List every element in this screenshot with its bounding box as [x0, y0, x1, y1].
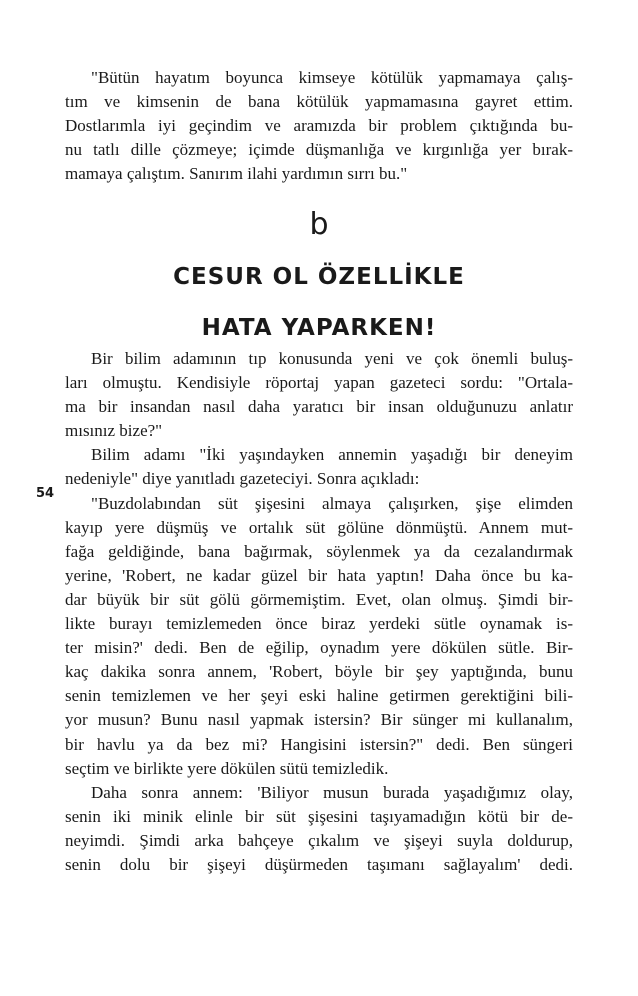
text-line: "Buzdolabından süt şişesini almaya çalışırken, şişe elimden: [91, 493, 573, 513]
text-line: Bilim adamı "İki yaşındayken annemin yaşadığı bir deneyim: [91, 445, 573, 465]
page-number: 54: [36, 486, 55, 501]
text-line: neyimdi. Şimdi arka bahçeye çıkalım ve şişeyi suyla doldurup,: [65, 830, 573, 850]
text-line: kayıp yere düşmüş ve ortalık süt gölüne dönmüştü. Annem mut-: [65, 517, 573, 537]
text-line: nu tatlı dille çözmeye; içimde düşmanlığa ve kırgınlığa yer bırak-: [65, 140, 573, 160]
text-line: yor musun? Bunu nasıl yapmak istersin? Bir sünger mi kullanalım,: [65, 710, 573, 730]
paragraph-2: [65, 443, 573, 491]
text-line: Daha sonra annem: 'Biliyor musun burada yaşadığımız olay,: [91, 782, 573, 802]
text-line: ma bir insandan nasıl daha yaratıcı bir insan olduğunuzu anlatır: [65, 397, 573, 417]
text-line: nedeniyle" diye yanıtladı gazeteciyi. Sonra açıkladı:: [65, 469, 420, 489]
top-quote-block: [65, 66, 573, 186]
section-heading-line-1: CESUR OL ÖZELLİKLE: [173, 264, 465, 290]
section-ornament: b: [309, 207, 329, 242]
text-line: senin dolu bir şişeyi düşürmeden taşımanı sağlayalım' dedi.: [65, 854, 573, 874]
text-line: senin iki minik elinle bir süt şişesini taşıyamadığın kötü bir de-: [65, 806, 573, 826]
text-line: "Bütün hayatım boyunca kimseye kötülük yapmamaya çalış-: [91, 68, 573, 87]
text-line: senin temizlemen ve her şeyi eski haline getirmen gerektiğini bili-: [65, 686, 573, 706]
text-line: kaç dakika sonra annem, 'Robert, böyle bir şey yaptığında, bunu: [65, 662, 573, 682]
text-line: likte burayı temizlemeden önce biraz yerdeki sütle oynamak is-: [65, 614, 573, 634]
text-line: ter misin?' dedi. Ben de eğilip, oynadım yere dökülen sütle. Bir-: [65, 638, 573, 658]
text-line: yerine, 'Robert, ne kadar güzel bir hata yaptın! Daha önce bu ka-: [65, 565, 573, 585]
text-line: mısınız bize?": [65, 421, 163, 441]
paragraph-1: [65, 347, 573, 443]
text-line: mamaya çalıştım. Sanırım ilahi yardımın sırrı bu.": [65, 164, 408, 184]
section-heading-line-2: HATA YAPARKEN!: [201, 315, 437, 341]
quote-paragraph: [65, 66, 573, 186]
body-text: [65, 347, 573, 877]
text-line: bir havlu ya da bez mi? Hangisini istersin?" dedi. Ben süngeri: [65, 734, 573, 754]
paragraph-3: [65, 492, 573, 781]
text-line: dar büyük bir süt gölü görmemiştim. Evet, olan olmuş. Şimdi bir-: [65, 589, 573, 609]
text-line: fağa geldiğinde, bana bağırmak, söylenmek ya da cezalandırmak: [65, 541, 573, 561]
text-line: tım ve kimsenin de bana kötülük yapmamasına gayret ettim.: [65, 92, 573, 112]
paragraph-4: [65, 781, 573, 877]
text-line: seçtim ve birlikte yere dökülen sütü temizledik.: [65, 758, 389, 778]
text-line: ları olmuştu. Kendisiyle röportaj yapan gazeteci sordu: "Ortala-: [65, 373, 573, 393]
text-line: Bir bilim adamının tıp konusunda yeni ve çok önemli buluş-: [91, 349, 573, 368]
text-line: Dostlarımla iyi geçindim ve aramızda bir problem çıktığında bu-: [65, 116, 573, 136]
